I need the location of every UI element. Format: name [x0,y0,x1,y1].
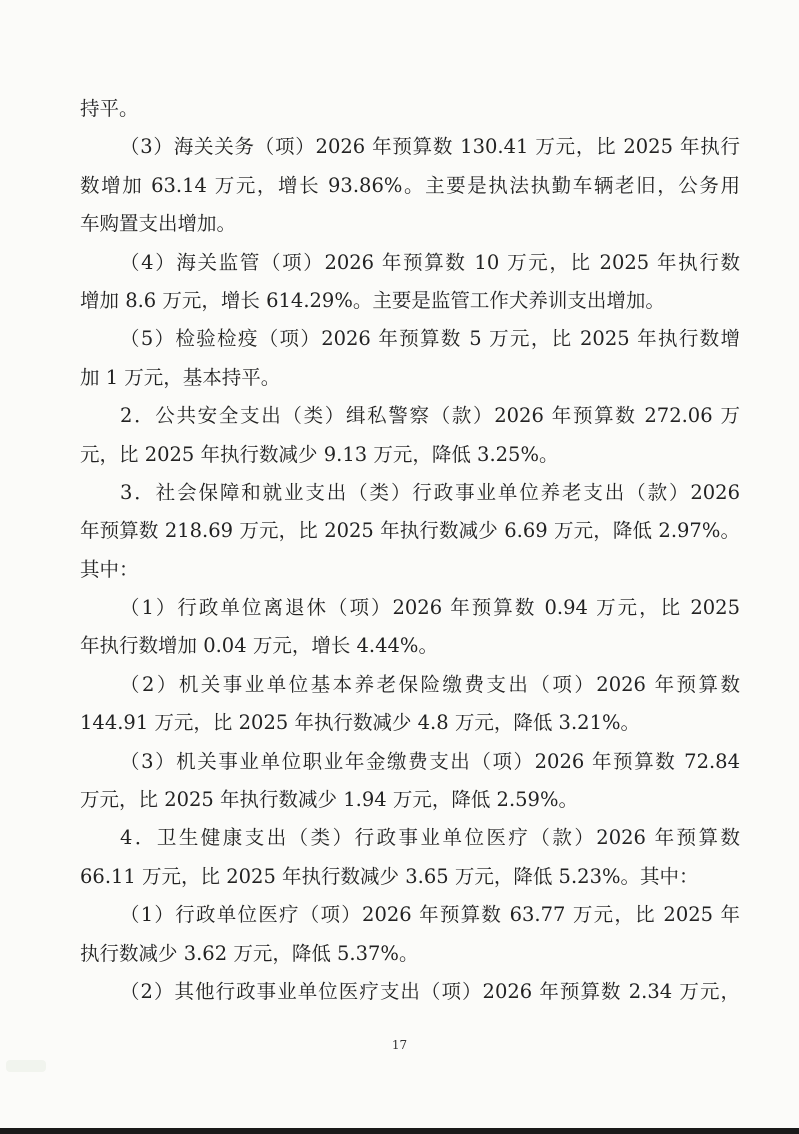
text-line: 年执行数增加 0.04 万元，增长 4.44%。 [80,634,438,658]
scan-mark [6,1060,46,1072]
text-line: （5）检验检疫（项）2026 年预算数 5 万元，比 2025 年执行数增 [120,327,740,351]
text-line: 数增加 63.14 万元，增长 93.86%。主要是执法执勤车辆老旧，公务用 [80,173,740,197]
text-line: 加 1 万元，基本持平。 [80,365,281,389]
text-line: （4）海关监管（项）2026 年预算数 10 万元，比 2025 年执行数 [120,250,740,274]
page-number: 17 [391,1038,408,1052]
body-text [80,90,740,1011]
text-line: 万元，比 2025 年执行数减少 1.94 万元，降低 2.59%。 [80,788,578,812]
text-line: 持平。 [80,97,139,120]
text-line: （2）其他行政事业单位医疗支出（项）2026 年预算数 2.34 万元， [120,979,740,1003]
text-line: 车购置支出增加。 [80,212,237,236]
text-line: （3）海关关务（项）2026 年预算数 130.41 万元，比 2025 年执行 [120,135,740,159]
text-line: 3．社会保障和就业支出（类）行政事业单位养老支出（款）2026 [120,480,740,504]
text-line: 增加 8.6 万元，增长 614.29%。主要是监管工作犬养训支出增加。 [80,288,665,312]
text-line: 元，比 2025 年执行数减少 9.13 万元，降低 3.25%。 [80,442,559,466]
scan-border [0,1128,799,1134]
text-line: （1）行政单位离退休（项）2026 年预算数 0.94 万元，比 2025 [120,596,740,620]
text-line: （1）行政单位医疗（项）2026 年预算数 63.77 万元，比 2025 年 [120,903,740,927]
text-line: 66.11 万元，比 2025 年执行数减少 3.65 万元，降低 5.23%。其中： [80,864,699,888]
text-line: 4．卫生健康支出（类）行政事业单位医疗（款）2026 年预算数 [120,826,740,850]
text-line: （3）机关事业单位职业年金缴费支出（项）2026 年预算数 72.84 [120,749,740,773]
text-line: 其中： [80,557,139,581]
text-line: 2．公共安全支出（类）缉私警察（款）2026 年预算数 272.06 万 [120,404,740,428]
text-line: 执行数减少 3.62 万元，降低 5.37%。 [80,941,419,965]
text-line: （2）机关事业单位基本养老保险缴费支出（项）2026 年预算数 [120,672,740,696]
text-line: 144.91 万元，比 2025 年执行数减少 4.8 万元，降低 3.21%。 [80,711,641,735]
text-line: 年预算数 218.69 万元，比 2025 年执行数减少 6.69 万元，降低 2.97%。 [80,519,740,543]
